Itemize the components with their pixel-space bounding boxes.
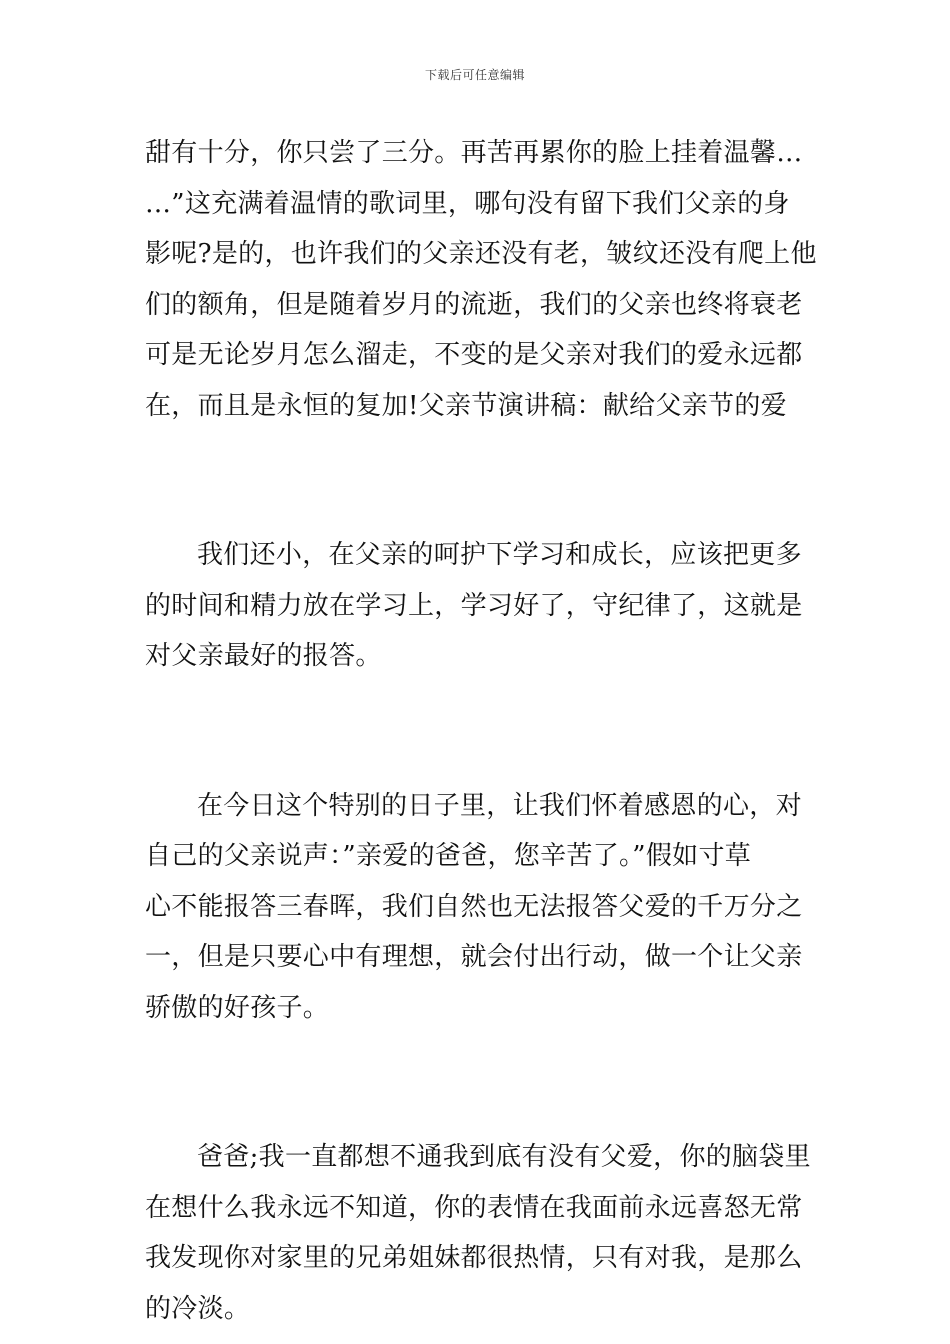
document-body <box>145 128 817 1334</box>
text-line: 在，而且是永恒的复加!父亲节演讲稿：献给父亲节的爱 <box>145 390 787 421</box>
text-line: 自己的父亲说声：”亲爱的爸爸，您辛苦了。”假如寸草 <box>145 841 752 871</box>
text-line: 爸爸;我一直都想不通我到底有没有父爱，你的脑袋里 <box>197 1142 811 1172</box>
paragraph-spacer <box>145 682 810 781</box>
text-line: 骄傲的好孩子。 <box>145 992 330 1023</box>
paragraph-3 <box>145 781 810 1034</box>
text-line: 在想什么我永远不知道，你的表情在我面前永远喜怒无常 <box>145 1192 803 1223</box>
text-line: 甜有十分，你只尝了三分。再苦再累你的脸上挂着温馨… <box>145 138 803 168</box>
text-line: …”这充满着温情的歌词里，哪句没有留下我们父亲的身 <box>145 188 790 219</box>
paragraph-1 <box>145 128 817 431</box>
text-line: 我们还小，在父亲的呵护下学习和成长，应该把更多 <box>197 540 802 570</box>
text-line: 在今日这个特别的日子里，让我们怀着感恩的心，对 <box>197 790 802 821</box>
paragraph-spacer <box>145 431 810 530</box>
paragraph-2 <box>145 530 810 682</box>
text-line: 们的额角，但是随着岁月的流逝，我们的父亲也终将衰老 <box>145 289 803 320</box>
text-line: 一，但是只要心中有理想，就会付出行动，做一个让父亲 <box>145 942 803 972</box>
paragraph-4 <box>145 1132 810 1334</box>
text-line: 影呢?是的，也许我们的父亲还没有老，皱纹还没有爬上他 <box>145 239 817 269</box>
text-line: 的冷淡。 <box>145 1293 251 1324</box>
page-header: 下载后可任意编辑 <box>424 68 525 82</box>
text-line: 我发现你对家里的兄弟姐妹都很热情，只有对我，是那么 <box>145 1243 803 1273</box>
paragraph-spacer <box>145 1033 810 1132</box>
text-line: 可是无论岁月怎么溜走，不变的是父亲对我们的爱永远都 <box>145 340 803 370</box>
text-line: 心不能报答三春晖，我们自然也无法报答父爱的千万分之 <box>145 891 803 922</box>
text-line: 对父亲最好的报答。 <box>145 641 382 671</box>
text-line: 的时间和精力放在学习上，学习好了，守纪律了，这就是 <box>145 590 803 621</box>
